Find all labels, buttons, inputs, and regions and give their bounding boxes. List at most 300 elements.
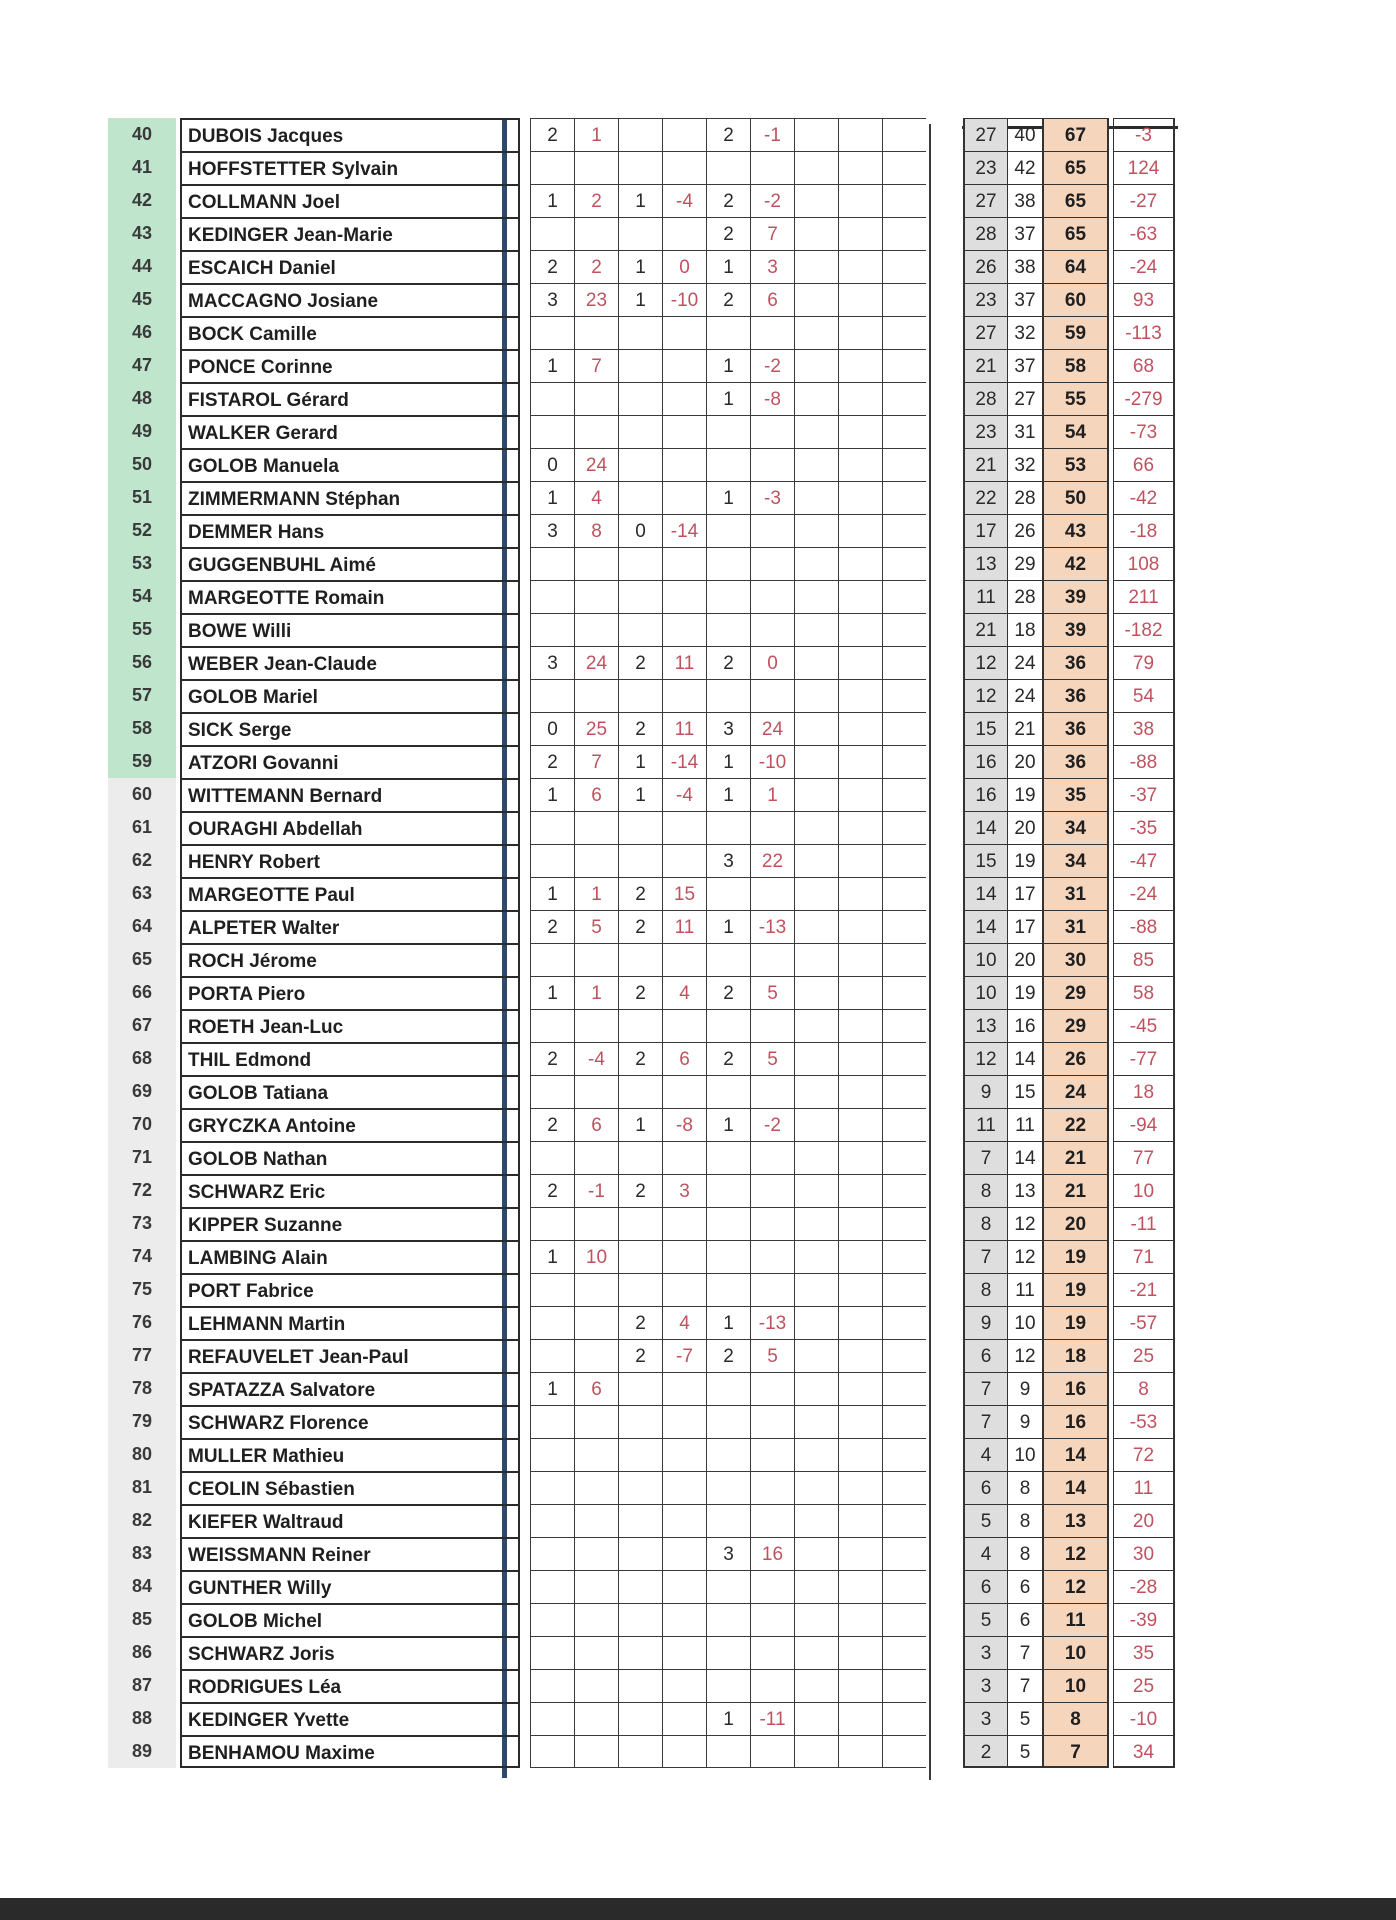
game-cell: 2	[706, 1042, 750, 1075]
score-b: 14	[1007, 1141, 1042, 1174]
total-points: 10	[1042, 1669, 1109, 1702]
score-a: 23	[963, 415, 1007, 448]
game-cell	[838, 151, 882, 184]
player-name: HENRY Robert	[180, 844, 520, 877]
score-a: 13	[963, 547, 1007, 580]
game-cell	[530, 1570, 574, 1603]
game-cell	[794, 1141, 838, 1174]
game-cell	[618, 1009, 662, 1042]
point-difference: 77	[1113, 1141, 1175, 1174]
score-a: 14	[963, 811, 1007, 844]
game-cell: 3	[530, 514, 574, 547]
total-points: 31	[1042, 877, 1109, 910]
game-cell	[618, 844, 662, 877]
player-name: WITTEMANN Bernard	[180, 778, 520, 811]
game-cell	[794, 679, 838, 712]
game-cell	[750, 547, 794, 580]
game-cell	[838, 943, 882, 976]
table-row	[0, 250, 1396, 283]
game-cell	[618, 1207, 662, 1240]
point-difference: -279	[1113, 382, 1175, 415]
player-name: MARGEOTTE Paul	[180, 877, 520, 910]
game-cell	[750, 1240, 794, 1273]
game-cell	[794, 613, 838, 646]
game-cell: 2	[574, 184, 618, 217]
game-cell	[794, 1207, 838, 1240]
game-cell	[662, 448, 706, 481]
game-cell	[662, 1207, 706, 1240]
game-cell	[882, 943, 926, 976]
game-cell	[662, 1735, 706, 1768]
game-cell	[838, 1273, 882, 1306]
game-cell	[838, 1471, 882, 1504]
game-cell	[750, 448, 794, 481]
game-cell	[706, 613, 750, 646]
game-cell: 6	[750, 283, 794, 316]
point-difference: -37	[1113, 778, 1175, 811]
point-difference: -88	[1113, 910, 1175, 943]
game-cell	[750, 1207, 794, 1240]
score-a: 7	[963, 1240, 1007, 1273]
game-cell	[574, 1339, 618, 1372]
total-points: 10	[1042, 1636, 1109, 1669]
score-a: 6	[963, 1471, 1007, 1504]
game-cell	[882, 481, 926, 514]
table-row	[0, 1240, 1396, 1273]
game-cell	[794, 1702, 838, 1735]
game-cell	[662, 1537, 706, 1570]
game-cell: 4	[662, 1306, 706, 1339]
game-cell	[662, 349, 706, 382]
game-cell	[794, 1042, 838, 1075]
score-a: 14	[963, 877, 1007, 910]
game-cell	[662, 580, 706, 613]
game-cell	[662, 118, 706, 151]
rank-number: 41	[108, 151, 176, 184]
game-cell	[838, 580, 882, 613]
game-cell	[794, 1504, 838, 1537]
rank-number: 57	[108, 679, 176, 712]
game-cell	[574, 1669, 618, 1702]
total-points: 60	[1042, 283, 1109, 316]
game-cell	[882, 1735, 926, 1768]
game-cell	[530, 1735, 574, 1768]
total-points: 67	[1042, 118, 1109, 151]
player-name: ESCAICH Daniel	[180, 250, 520, 283]
game-cell	[706, 943, 750, 976]
game-cell	[574, 1504, 618, 1537]
point-difference: 20	[1113, 1504, 1175, 1537]
game-cell: 6	[574, 1108, 618, 1141]
game-cell: 3	[530, 646, 574, 679]
player-name: SCHWARZ Joris	[180, 1636, 520, 1669]
game-cell	[574, 547, 618, 580]
game-cell: -13	[750, 910, 794, 943]
table-row	[0, 1174, 1396, 1207]
total-points: 8	[1042, 1702, 1109, 1735]
score-a: 21	[963, 448, 1007, 481]
player-name: MULLER Mathieu	[180, 1438, 520, 1471]
game-cell: 3	[662, 1174, 706, 1207]
game-cell	[574, 217, 618, 250]
game-cell	[794, 382, 838, 415]
rank-number: 68	[108, 1042, 176, 1075]
game-cell: 0	[662, 250, 706, 283]
total-points: 43	[1042, 514, 1109, 547]
game-cell: 1	[706, 481, 750, 514]
game-cell	[838, 1009, 882, 1042]
game-cell: -4	[662, 184, 706, 217]
point-difference: -45	[1113, 1009, 1175, 1042]
game-cell	[882, 1273, 926, 1306]
game-cell	[794, 1636, 838, 1669]
game-cell	[574, 415, 618, 448]
game-cell	[838, 514, 882, 547]
game-cell	[882, 1537, 926, 1570]
player-name: GOLOB Manuela	[180, 448, 520, 481]
game-cell: 1	[706, 778, 750, 811]
game-cell	[618, 1603, 662, 1636]
rank-number: 55	[108, 613, 176, 646]
game-cell	[838, 1735, 882, 1768]
game-cell	[574, 1405, 618, 1438]
game-cell: 1	[750, 778, 794, 811]
game-cell: 0	[618, 514, 662, 547]
game-cell: 0	[530, 712, 574, 745]
score-a: 6	[963, 1339, 1007, 1372]
game-cell	[574, 1636, 618, 1669]
game-cell	[530, 1306, 574, 1339]
rank-number: 83	[108, 1537, 176, 1570]
game-cell	[882, 547, 926, 580]
player-name: WEBER Jean-Claude	[180, 646, 520, 679]
rank-number: 44	[108, 250, 176, 283]
game-cell	[794, 415, 838, 448]
table-row	[0, 151, 1396, 184]
game-cell	[794, 745, 838, 778]
game-cell	[530, 316, 574, 349]
game-cell	[838, 646, 882, 679]
game-cell: 0	[750, 646, 794, 679]
game-cell	[618, 349, 662, 382]
game-cell: 2	[706, 976, 750, 1009]
game-cell	[882, 1438, 926, 1471]
game-cell	[794, 580, 838, 613]
game-cell	[794, 349, 838, 382]
score-a: 7	[963, 1405, 1007, 1438]
table-row	[0, 1438, 1396, 1471]
game-cell	[530, 415, 574, 448]
game-cell	[838, 217, 882, 250]
score-a: 11	[963, 580, 1007, 613]
game-cell	[706, 415, 750, 448]
point-difference: 85	[1113, 943, 1175, 976]
score-b: 12	[1007, 1339, 1042, 1372]
total-points: 11	[1042, 1603, 1109, 1636]
game-cell	[838, 1372, 882, 1405]
total-points: 54	[1042, 415, 1109, 448]
point-difference: -77	[1113, 1042, 1175, 1075]
total-points: 42	[1042, 547, 1109, 580]
score-b: 21	[1007, 712, 1042, 745]
game-cell: 1	[530, 1240, 574, 1273]
game-cell	[838, 844, 882, 877]
game-cell: 24	[574, 448, 618, 481]
player-name: WALKER Gerard	[180, 415, 520, 448]
game-cell: 2	[618, 712, 662, 745]
point-difference: 34	[1113, 1735, 1175, 1768]
point-difference: 35	[1113, 1636, 1175, 1669]
game-cell	[574, 1207, 618, 1240]
score-a: 27	[963, 118, 1007, 151]
game-cell: 7	[750, 217, 794, 250]
game-cell	[574, 1273, 618, 1306]
game-cell	[706, 877, 750, 910]
game-cell	[794, 217, 838, 250]
game-cell: 1	[574, 118, 618, 151]
game-cell	[882, 349, 926, 382]
total-points: 14	[1042, 1438, 1109, 1471]
point-difference: 54	[1113, 679, 1175, 712]
game-cell	[618, 316, 662, 349]
table-row	[0, 811, 1396, 844]
game-cell	[530, 1405, 574, 1438]
game-cell	[794, 1339, 838, 1372]
point-difference: 93	[1113, 283, 1175, 316]
game-cell	[882, 1504, 926, 1537]
point-difference: 18	[1113, 1075, 1175, 1108]
game-cell	[618, 1471, 662, 1504]
game-cell: 2	[618, 1306, 662, 1339]
point-difference: -57	[1113, 1306, 1175, 1339]
game-cell	[838, 316, 882, 349]
score-b: 10	[1007, 1306, 1042, 1339]
score-a: 12	[963, 1042, 1007, 1075]
game-cell	[838, 1537, 882, 1570]
game-cell: -13	[750, 1306, 794, 1339]
rank-number: 87	[108, 1669, 176, 1702]
game-cell	[574, 1438, 618, 1471]
score-b: 28	[1007, 481, 1042, 514]
score-b: 5	[1007, 1702, 1042, 1735]
rank-number: 71	[108, 1141, 176, 1174]
point-difference: -47	[1113, 844, 1175, 877]
score-b: 32	[1007, 316, 1042, 349]
score-a: 12	[963, 679, 1007, 712]
game-cell	[882, 1339, 926, 1372]
point-difference: 68	[1113, 349, 1175, 382]
score-b: 19	[1007, 976, 1042, 1009]
game-cell: 1	[706, 349, 750, 382]
game-cell: 1	[706, 1702, 750, 1735]
player-name: GOLOB Tatiana	[180, 1075, 520, 1108]
table-row	[0, 1108, 1396, 1141]
table-row	[0, 1735, 1396, 1768]
game-cell	[882, 646, 926, 679]
score-b: 8	[1007, 1504, 1042, 1537]
total-points: 19	[1042, 1240, 1109, 1273]
rank-number: 70	[108, 1108, 176, 1141]
table-row	[0, 745, 1396, 778]
game-cell	[618, 580, 662, 613]
game-cell	[618, 481, 662, 514]
player-name: MACCAGNO Josiane	[180, 283, 520, 316]
game-cell	[794, 1240, 838, 1273]
total-points: 21	[1042, 1174, 1109, 1207]
game-cell	[838, 1438, 882, 1471]
game-cell	[574, 580, 618, 613]
game-cell	[618, 1240, 662, 1273]
game-cell	[882, 1636, 926, 1669]
score-b: 38	[1007, 250, 1042, 283]
rank-number: 63	[108, 877, 176, 910]
game-cell	[838, 1240, 882, 1273]
score-b: 37	[1007, 349, 1042, 382]
game-cell: -8	[662, 1108, 706, 1141]
game-cell	[530, 547, 574, 580]
game-cell	[794, 1174, 838, 1207]
game-cell: -4	[574, 1042, 618, 1075]
score-b: 15	[1007, 1075, 1042, 1108]
rank-number: 51	[108, 481, 176, 514]
game-cell: 5	[750, 1042, 794, 1075]
game-cell	[750, 316, 794, 349]
game-cell: 5	[574, 910, 618, 943]
game-cell	[838, 1141, 882, 1174]
game-cell	[750, 1504, 794, 1537]
player-name: ALPETER Walter	[180, 910, 520, 943]
game-cell: 25	[574, 712, 618, 745]
point-difference: -27	[1113, 184, 1175, 217]
game-cell	[750, 514, 794, 547]
game-cell	[618, 118, 662, 151]
rank-number: 77	[108, 1339, 176, 1372]
point-difference: -10	[1113, 1702, 1175, 1735]
score-a: 4	[963, 1438, 1007, 1471]
score-a: 3	[963, 1669, 1007, 1702]
score-b: 10	[1007, 1438, 1042, 1471]
score-a: 27	[963, 316, 1007, 349]
game-cell	[618, 1405, 662, 1438]
game-cell: 2	[618, 976, 662, 1009]
game-cell: 23	[574, 283, 618, 316]
game-cell: -2	[750, 184, 794, 217]
table-row	[0, 844, 1396, 877]
game-cell	[794, 514, 838, 547]
player-name: LAMBING Alain	[180, 1240, 520, 1273]
score-b: 19	[1007, 778, 1042, 811]
score-a: 8	[963, 1174, 1007, 1207]
game-cell	[750, 415, 794, 448]
game-cell	[662, 1141, 706, 1174]
total-points: 7	[1042, 1735, 1109, 1768]
game-cell	[794, 712, 838, 745]
total-points: 20	[1042, 1207, 1109, 1240]
game-cell	[838, 613, 882, 646]
score-a: 12	[963, 646, 1007, 679]
game-cell	[750, 811, 794, 844]
score-b: 38	[1007, 184, 1042, 217]
game-cell	[662, 943, 706, 976]
game-cell	[882, 118, 926, 151]
table-row	[0, 1570, 1396, 1603]
player-name: KEDINGER Yvette	[180, 1702, 520, 1735]
game-cell: 8	[574, 514, 618, 547]
game-cell	[794, 1570, 838, 1603]
game-cell: -1	[750, 118, 794, 151]
total-points: 12	[1042, 1570, 1109, 1603]
game-cell	[882, 844, 926, 877]
total-points: 19	[1042, 1273, 1109, 1306]
game-cell	[662, 1075, 706, 1108]
game-cell	[530, 844, 574, 877]
game-cell	[706, 1636, 750, 1669]
game-cell: 2	[530, 910, 574, 943]
table-row	[0, 481, 1396, 514]
game-cell	[662, 844, 706, 877]
game-cell	[882, 283, 926, 316]
total-points: 16	[1042, 1372, 1109, 1405]
game-cell	[530, 1702, 574, 1735]
table-row	[0, 1702, 1396, 1735]
total-points: 64	[1042, 250, 1109, 283]
game-cell: 3	[706, 712, 750, 745]
total-points: 65	[1042, 151, 1109, 184]
game-cell: 1	[618, 745, 662, 778]
game-cell	[574, 1075, 618, 1108]
game-cell	[618, 1537, 662, 1570]
game-cell	[706, 547, 750, 580]
game-cell	[882, 1570, 926, 1603]
game-cell	[882, 1372, 926, 1405]
game-cell	[574, 1570, 618, 1603]
score-a: 23	[963, 151, 1007, 184]
game-cell	[794, 646, 838, 679]
game-cell: 2	[618, 646, 662, 679]
game-cell	[838, 547, 882, 580]
score-b: 19	[1007, 844, 1042, 877]
total-points: 31	[1042, 910, 1109, 943]
game-cell	[706, 1504, 750, 1537]
game-cell	[838, 250, 882, 283]
game-cell	[750, 877, 794, 910]
game-cell	[530, 151, 574, 184]
table-row	[0, 448, 1396, 481]
table-row	[0, 679, 1396, 712]
game-cell	[662, 1471, 706, 1504]
game-cell: 1	[618, 1108, 662, 1141]
game-cell	[838, 778, 882, 811]
game-cell	[662, 151, 706, 184]
game-cell: 2	[530, 250, 574, 283]
rank-number: 65	[108, 943, 176, 976]
game-cell: 2	[618, 877, 662, 910]
game-cell: -14	[662, 514, 706, 547]
game-cell	[882, 151, 926, 184]
game-cell: -2	[750, 349, 794, 382]
game-cell: 3	[530, 283, 574, 316]
game-cell	[662, 382, 706, 415]
score-a: 26	[963, 250, 1007, 283]
total-points: 59	[1042, 316, 1109, 349]
game-cell	[662, 415, 706, 448]
game-cell	[838, 679, 882, 712]
total-points: 21	[1042, 1141, 1109, 1174]
game-cell	[574, 151, 618, 184]
score-b: 37	[1007, 283, 1042, 316]
game-cell	[838, 349, 882, 382]
game-cell	[662, 1504, 706, 1537]
